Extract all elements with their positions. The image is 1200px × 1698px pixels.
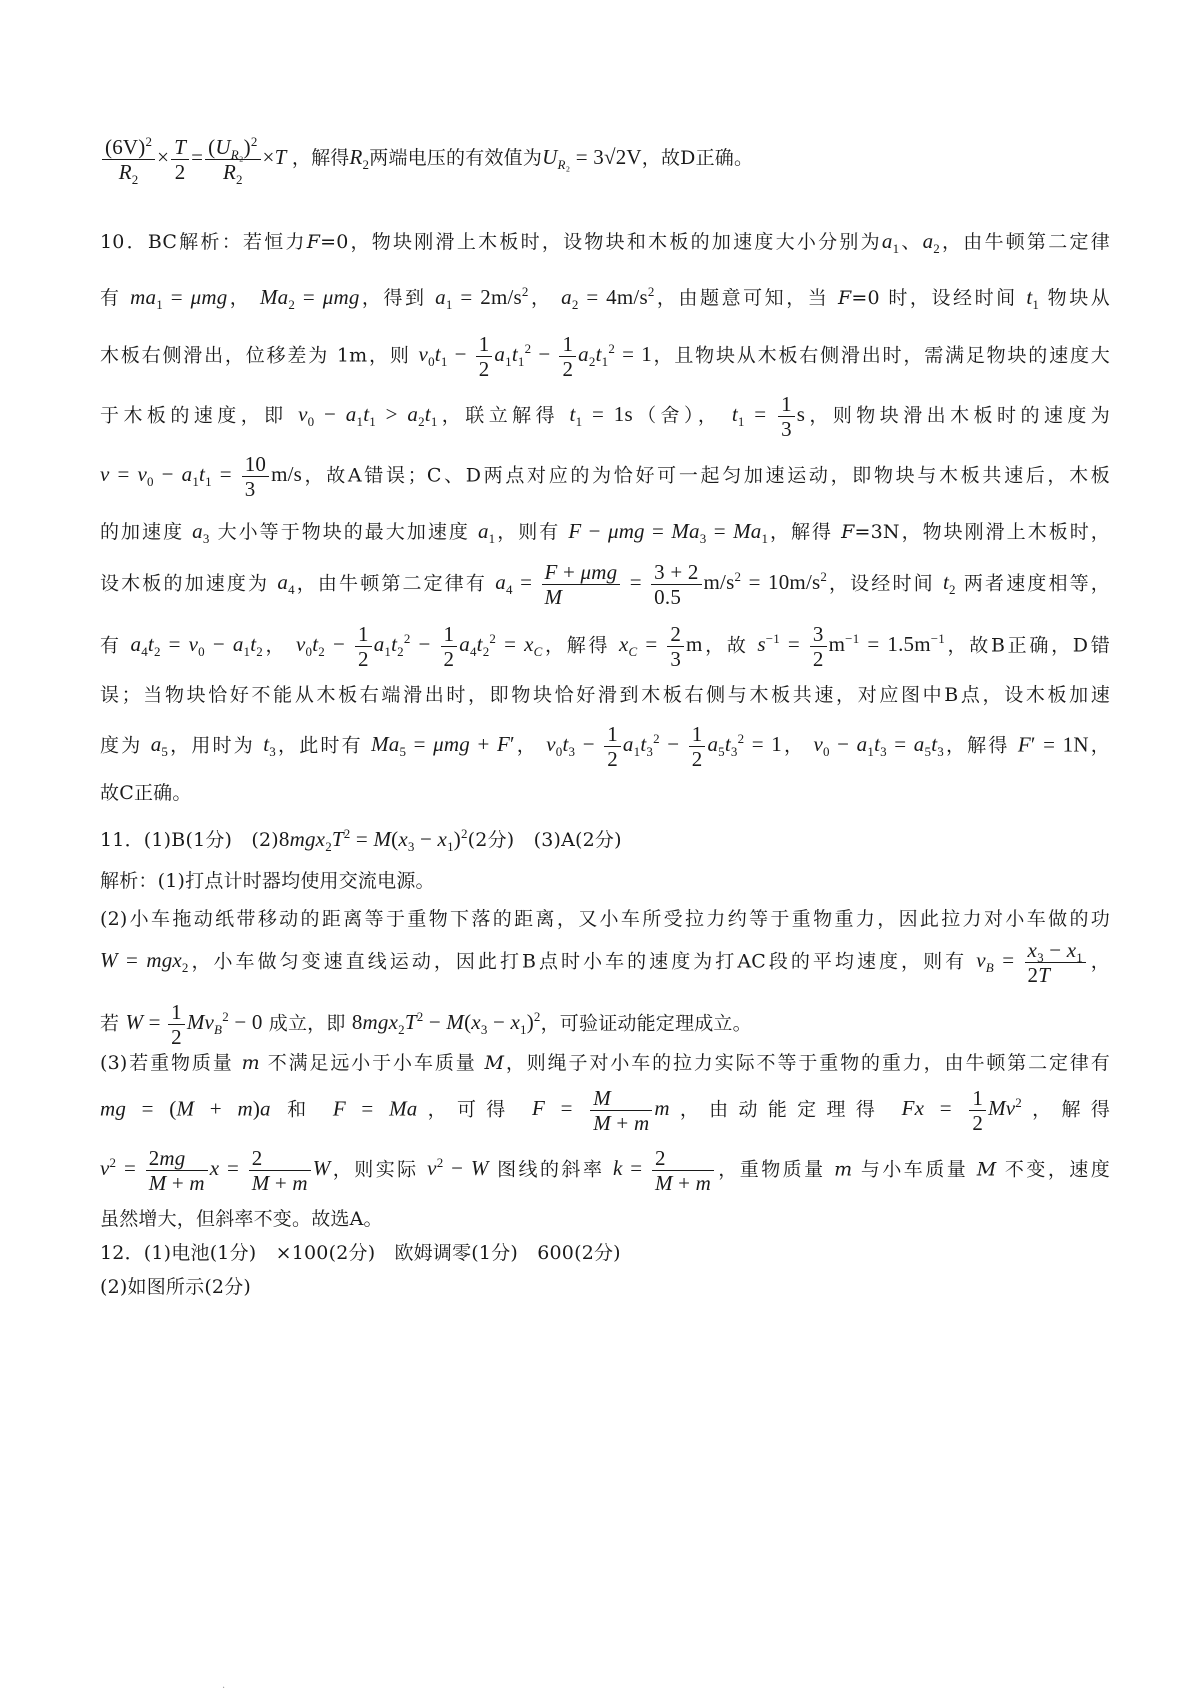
line-10: 误；当物块恰好不能从木板右端滑出时，即物块恰好滑到木板右侧与木板共速，对应图中B点，设木板加速 [100, 684, 1110, 706]
footer-mark: . [222, 1680, 226, 1691]
answer-page [100, 0, 1110, 1698]
line-3: 有 $ma_1 = \mu mg$， $Ma_2 = \mu mg$，得到 $a_1 = 2m/s^2$， $a_2 = 4m/s^2$，由题意可知，当 F=0 时，设经时间 $t_1$ 物块从 [100, 284, 1110, 313]
line-9: 有 $a_4t_2 = v_0 - a_1t_2$， $v_0t_2$ − $\frac{1}{2}$ $a_1t_2^2$ − $\frac{1}{2}$ $a_4t_2^2 = x_C$，解得 $x_C$ = $\frac{2}{3}$ m，故 $s^{-1}$ = $\frac{3}{2}$ $m^{-1} = 1.5m^{-1}$，故B正确，D错 [100, 622, 1110, 671]
line-11: 度为 $a_5$，用时为 $t_3$，此时有 $Ma_5 = \mu mg + F'$， $v_0t_3$ − $\frac{1}{2}$ $a_1t_3^2$ − $\frac{1}{2}$ $a_5t_3^2 = 1$， $v_0 - a_1t_3 = a_5t_3$，解得 F′ = 1N， [100, 722, 1110, 771]
line-14: 解析：(1)打点计时器均使用交流电源。 [100, 870, 435, 892]
line-7: 的加速度 $a_3$ 大小等于物块的最大加速度 $a_1$，则有 $F - \mu mg = Ma_3 = Ma_1$，解得 F=3N，物块刚滑上木板时， [100, 519, 1110, 547]
line-19: mg = (M + m)a 和 F = Ma，可得 F = $\frac{M}{M + m}$ m，由动能定理得 Fx = $\frac{1}{2}$ Mv$^2$，解得 [100, 1086, 1111, 1135]
line-12: 故C正确。 [100, 782, 192, 804]
line-4: 木板右侧滑出，位移差为 1m，则 $v_0t_1$ − $\frac{1}{2}$ $a_1t_1^2$ − $\frac{1}{2}$ $a_2t_1^2 = 1$，且物块从木板右侧滑出时，需满足物块的速度大 [100, 332, 1110, 381]
line-17: 若 W = $\frac{1}{2}$ $Mv_B^2 - 0$ 成立，即 $8mgx_2T^2 - M(x_3 - x_1)^2$，可验证动能定理成立。 [100, 1000, 752, 1049]
line-2: 10．BC解析：若恒力F=0，物块刚滑上木板时，设物块和木板的加速度大小分别为$a_1$、$a_2$，由牛顿第二定律 [100, 229, 1110, 257]
line-22: 12．(1)电池(1分) ×100(2分) 欧姆调零(1分) 600(2分) [100, 1242, 621, 1264]
line-6: $v = v_0 - a_1t_1$ = $\frac{10}{3}$ m/s，故A错误；C、D两点对应的为恰好可一起匀加速运动，即物块与木板共速后，木板 [100, 452, 1110, 501]
line-1 [100, 135, 1110, 195]
line-20: $v^2$ = $\frac{2mg}{M + m}$ x = $\frac{2}{M + m}$ W，则实际 $v^2 - W$ 图线的斜率 k = $\frac{2}{M + m}$ ，重物质量 m 与小车质量 M 不变，速度 [100, 1146, 1110, 1195]
line-5: 于木板的速度，即 $v_0 - a_1t_1 > a_2t_1$，联立解得 $t_1 = 1s$（舍）， $t_1$ = $\frac{1}{3}$ s，则物块滑出木板时的速度为 [100, 392, 1110, 441]
line-18: (3)若重物质量 m 不满足远小于小车质量 M，则绳子对小车的拉力实际不等于重物的重力，由牛顿第二定律有 [100, 1052, 1110, 1074]
equation-effective-voltage: $\frac{(6V)^2}{R_2}$ × $\frac{T}{2}$ = $\frac{(U_{R_2})^2}{R_2}$ ×T [100, 145, 292, 169]
line-15: (2)小车拖动纸带移动的距离等于重物下落的距离，又小车所受拉力约等于重物重力，因此拉力对小车做的功 [100, 908, 1110, 930]
line-1-text: ，解得$R_2$两端电压的有效值为$U_{R_2} = 3√2V$，故D正确。 [291, 145, 754, 173]
line-8: 设木板的加速度为 $a_4$，由牛顿第二定律有 $a_4$ = $\frac{\text{F + μmg}}{M}$ = $\frac{3 + 2}{0.5}$ $m/s^2 = 10m/s^2$，设经时间 $t_2$ 两者速度相等， [100, 560, 1110, 609]
line-23: (2)如图所示(2分) [100, 1276, 252, 1298]
line-13: 11．(1)B(1分) $(2)8mgx_2T^2 = M(x_3 - x_1)^2(2$分) (3)A(2分) [100, 826, 622, 855]
line-16: W = mgx$_2$，小车做匀变速直线运动，因此打B点时小车的速度为打AC段的平均速度，则有 $v_B$ = $\frac{x_3 - x_1}{2T}$ ， [100, 938, 1110, 987]
line-21: 虽然增大，但斜率不变。故选A。 [100, 1208, 383, 1230]
